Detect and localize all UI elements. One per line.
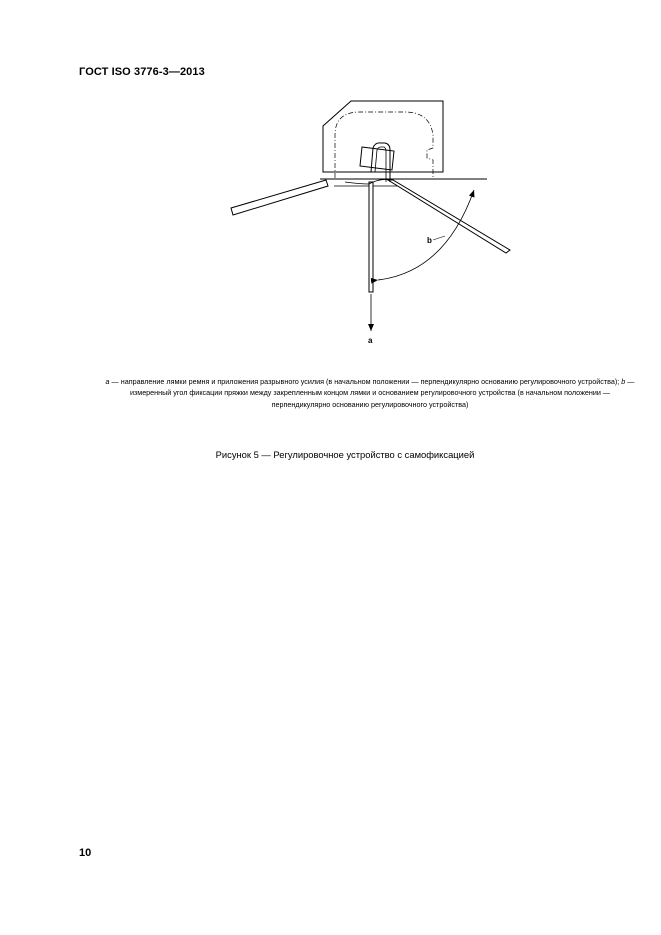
right-strap <box>388 180 510 253</box>
adjusting-device-figure <box>0 0 661 360</box>
legend-key-a: a <box>105 377 110 386</box>
label-b: b <box>427 236 432 245</box>
document-header: ГОСТ ISO 3776-3—2013 <box>79 66 205 78</box>
leader-b <box>433 236 445 240</box>
figure-legend <box>100 376 640 410</box>
label-a: a <box>368 336 373 345</box>
legend-text-b: — измеренный угол фиксации пряжки между закрепленным концом лямки и основанием регулировочного устройства (в начальном положении — перпендикулярно основанию регулировочного устройства) <box>129 377 635 409</box>
page-number: 10 <box>79 847 92 859</box>
left-strap <box>231 180 328 215</box>
legend-key-b: b <box>621 377 626 386</box>
legend-text-a: — направление лямки ремня и приложения разрывного усилия (в начальном положении — перпендикулярно основанию регулировочного устройства); <box>109 377 622 386</box>
figure-caption: Рисунок 5 — Регулировочное устройство с самофиксацией <box>215 449 475 460</box>
strap-wrap <box>345 180 390 185</box>
fixed-strap-end <box>369 182 373 292</box>
